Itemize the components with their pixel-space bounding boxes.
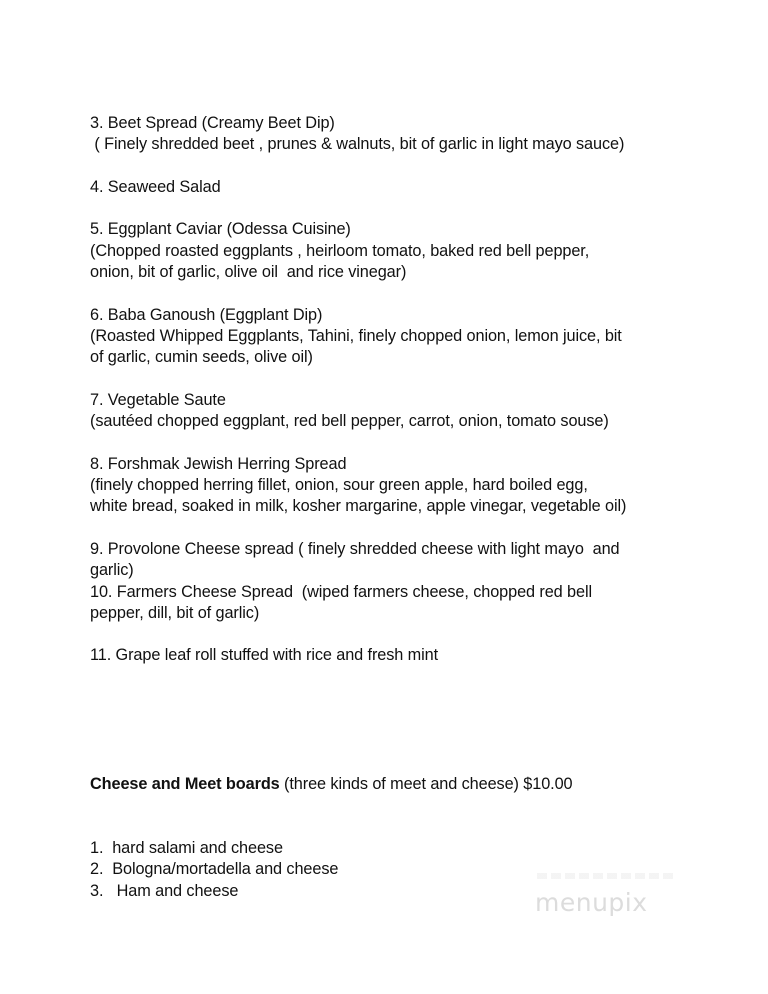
list-item: 1. hard salami and cheese: [90, 839, 283, 857]
boards-list: [90, 838, 338, 902]
item-title: 8. Forshmak Jewish Herring Spread: [90, 454, 347, 473]
menu-item-eggplant-caviar: [90, 219, 730, 283]
menu-item-beet-spread: [90, 113, 730, 156]
menu-item-provolone-spread: [90, 539, 730, 582]
item-title: 5. Eggplant Caviar (Odessa Cuisine): [90, 220, 351, 239]
boards-heading-detail: (three kinds of meet and cheese) $10.00: [279, 775, 573, 793]
list-item: 3. Ham and cheese: [90, 881, 239, 900]
item-description: ( Finely shredded beet , prunes & walnuts, bit of garlic in light mayo sauce): [90, 135, 625, 154]
item-description: (Chopped roasted eggplants , heirloom tomato, baked red bell pepper,: [90, 241, 590, 260]
boards-heading-title: Cheese and Meet boards: [90, 775, 280, 793]
menu-item-farmers-cheese-spread: [90, 582, 730, 625]
menu-item-vegetable-saute: [90, 390, 730, 433]
menu-item-grape-leaf-roll: [90, 645, 730, 666]
menu-page: [90, 113, 730, 667]
item-title: 11. Grape leaf roll stuffed with rice and fresh mint: [90, 646, 439, 665]
item-description: (sautéed chopped eggplant, red bell pepper, carrot, onion, tomato souse): [90, 412, 609, 431]
menu-item-seaweed-salad: [90, 177, 730, 198]
list-item: 2. Bologna/mortadella and cheese: [90, 860, 339, 879]
item-title: 3. Beet Spread (Creamy Beet Dip): [90, 114, 335, 132]
item-description: of garlic, cumin seeds, olive oil): [90, 348, 313, 367]
watermark: [535, 873, 695, 933]
item-title: 4. Seaweed Salad: [90, 177, 221, 196]
item-description: (Roasted Whipped Eggplants, Tahini, finely chopped onion, lemon juice, bit: [90, 326, 622, 345]
item-title: 6. Baba Ganoush (Eggplant Dip): [90, 305, 323, 324]
item-title: 7. Vegetable Saute: [90, 390, 226, 409]
item-description: garlic): [90, 561, 134, 580]
item-description: (finely chopped herring fillet, onion, sour green apple, hard boiled egg,: [90, 476, 588, 495]
watermark-faint-line: [537, 873, 677, 879]
item-title: 10. Farmers Cheese Spread (wiped farmers cheese, chopped red bell: [90, 582, 592, 601]
item-description: pepper, dill, bit of garlic): [90, 603, 260, 622]
item-title: 9. Provolone Cheese spread ( finely shredded cheese with light mayo and: [90, 539, 620, 558]
menu-item-baba-ganoush: [90, 305, 730, 369]
item-description: onion, bit of garlic, olive oil and rice vinegar): [90, 263, 407, 282]
item-description: white bread, soaked in milk, kosher margarine, apple vinegar, vegetable oil): [90, 497, 627, 516]
boards-heading: [90, 774, 573, 795]
menu-item-forshmak: [90, 454, 730, 518]
watermark-logo: menupix: [535, 888, 648, 917]
